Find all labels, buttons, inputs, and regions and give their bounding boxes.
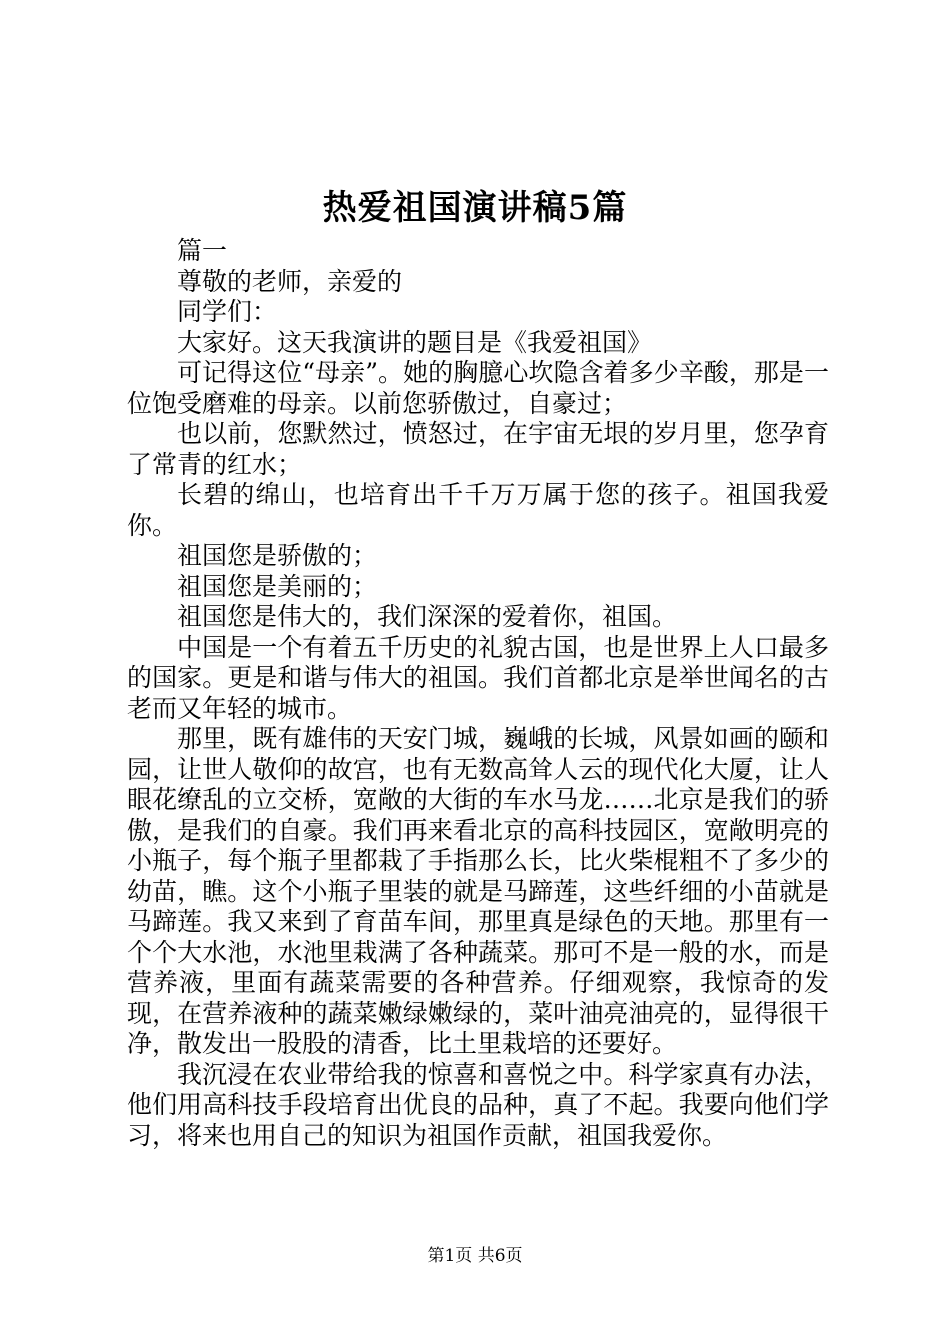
paragraph-1: 篇一: [177, 236, 228, 265]
paragraph-2: 尊敬的老师，亲爱的: [177, 266, 403, 296]
paragraph-8: 祖国您是骄傲的；: [177, 541, 378, 570]
paragraph-11: 中国是一个有着五千历史的礼貌古国，也是世界上人口最多的国家。更是和谐与伟大的祖国。我们首都北京是举世闻名的古老而又年轻的城市。: [127, 632, 829, 723]
paragraph-9: 祖国您是美丽的；: [177, 571, 378, 601]
paragraph-12: 那里，既有雄伟的天安门城，巍峨的长城，风景如画的颐和园，让世人敬仰的故宫，也有无数高耸人云的现代化大厦，让人眼花缭乱的立交桥，宽敞的大街的车水马龙……北京是我们的骄傲，是我们的自豪。我们再来看北京的高科技园区，宽敞明亮的小瓶子，每个瓶子里都栽了手指那么长，比火柴棍粗不了多少的幼苗，瞧。这个小瓶子里装的就是马蹄莲，这些纤细的小苗就是马蹄莲。我又来到了育苗车间，那里真是绿色的天地。那里有一个个大水池，水池里栽满了各种蔬菜。那可不是一般的水，而是营养液，里面有蔬菜需要的各种营养。仔细观察，我惊奇的发现，在营养液种的蔬菜嫩绿嫩绿的，菜叶油亮油亮的，显得很干净，散发出一股股的清香，比土里栽培的还要好。: [127, 724, 829, 1058]
paragraph-7: 长碧的绵山，也培育出千千万万属于您的孩子。祖国我爱你。: [127, 480, 829, 540]
paragraph-13: 我沉浸在农业带给我的惊喜和喜悦之中。科学家真有办法，他们用高科技手段培育出优良的品种，真了不起。我要向他们学习，将来也用自己的知识为祖国作贡献，祖国我爱你。: [127, 1059, 829, 1150]
document-body: [127, 236, 829, 1151]
paragraph-6: 也以前，您默然过，愤怒过，在宇宙无垠的岁月里，您孕育了常青的红水；: [127, 419, 829, 479]
document-title: 热爱祖国演讲稿5篇: [322, 188, 628, 228]
paragraph-3: 同学们：: [177, 297, 278, 326]
paragraph-4: 大家好。这天我演讲的题目是《我爱祖国》: [177, 327, 653, 357]
page-footer: 第1页 共6页: [427, 1246, 523, 1266]
paragraph-5: 可记得这位“母亲”。她的胸臆心坎隐含着多少辛酸，那是一位饱受磨难的母亲。以前您骄傲过，自豪过；: [127, 358, 829, 418]
paragraph-10: 祖国您是伟大的，我们深深的爱着你，祖国。: [177, 602, 678, 631]
